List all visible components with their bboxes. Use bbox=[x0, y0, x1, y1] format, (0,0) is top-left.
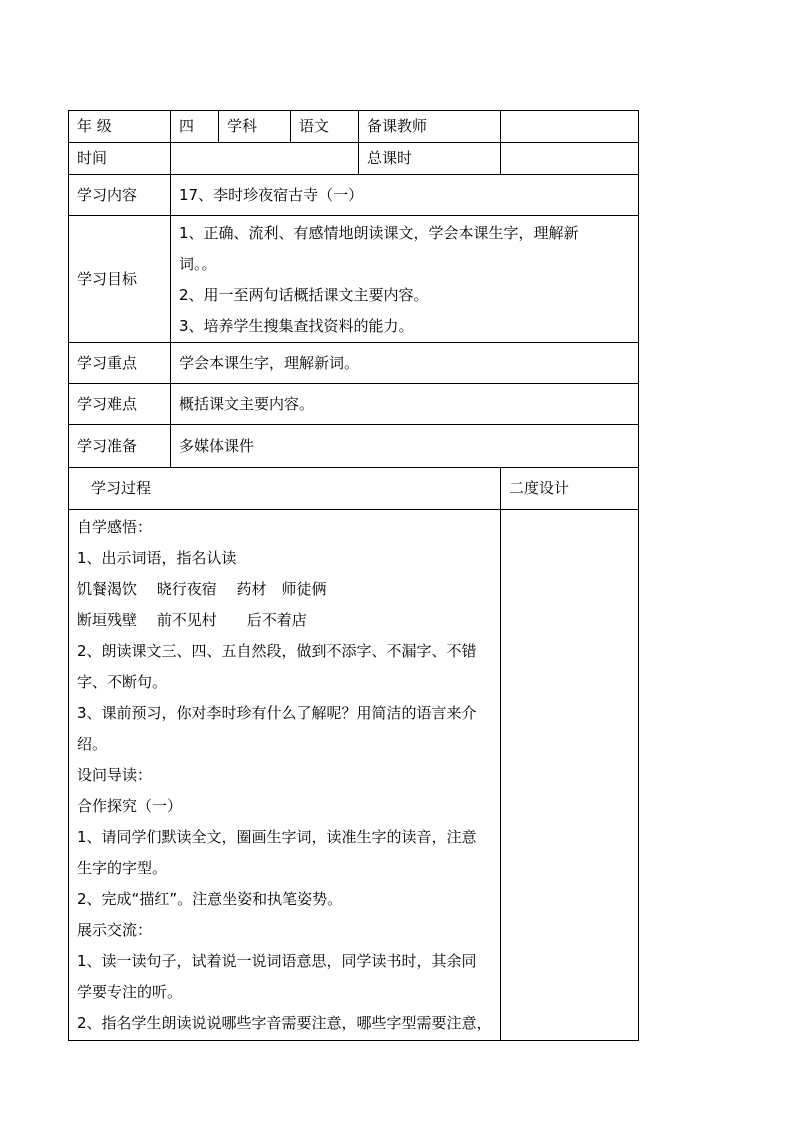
total-hours-value bbox=[501, 143, 639, 175]
process-line: 2、完成“描红”。注意坐姿和执笔姿势。 bbox=[77, 889, 343, 908]
focus-label: 学习重点 bbox=[69, 343, 171, 384]
preparation-label: 学习准备 bbox=[69, 425, 171, 468]
process-line: 1、请同学们默读全文，圈画生字词，读准生字的读音，注意 bbox=[77, 827, 477, 846]
content-label: 学习内容 bbox=[69, 175, 171, 216]
row-difficulty bbox=[69, 384, 639, 425]
process-line: 字、不断句。 bbox=[77, 672, 168, 691]
goal-line: 3、培养学生搜集查找资料的能力。 bbox=[179, 317, 414, 335]
process-line: 2、指名学生朗读说说哪些字音需要注意，哪些字型需要注意， bbox=[77, 1013, 492, 1032]
goal-line: 词。。 bbox=[179, 255, 217, 273]
row-preparation bbox=[69, 425, 639, 468]
subject-label: 学科 bbox=[219, 111, 291, 143]
process-line: 合作探究（一） bbox=[77, 796, 183, 815]
time-label: 时间 bbox=[69, 143, 171, 175]
difficulty-label: 学习难点 bbox=[69, 384, 171, 425]
focus-value: 学会本课生字，理解新词。 bbox=[171, 343, 639, 384]
process-line: 展示交流： bbox=[77, 920, 153, 939]
total-hours-label: 总课时 bbox=[359, 143, 501, 175]
row-grade bbox=[69, 111, 639, 143]
process-line: 生字的字型。 bbox=[77, 858, 168, 877]
process-header: 学习过程 bbox=[69, 468, 501, 510]
process-line: 自学感悟： bbox=[77, 517, 153, 536]
goal-line: 2、用一至两句话概括课文主要内容。 bbox=[179, 286, 429, 304]
teacher-label: 备课教师 bbox=[359, 111, 501, 143]
process-body bbox=[69, 510, 501, 1041]
goals-value bbox=[171, 216, 639, 343]
process-line: 3、课前预习，你对李时珍有什么了解呢？用简洁的语言来介 bbox=[77, 703, 477, 722]
row-time bbox=[69, 143, 639, 175]
process-line: 2、朗读课文三、四、五自然段，做到不添字、不漏字、不错 bbox=[77, 641, 477, 660]
time-value bbox=[171, 143, 359, 175]
process-line: 饥餐渴饮 晓行夜宿 药材 师徒俩 bbox=[77, 579, 327, 598]
lesson-plan-table bbox=[68, 110, 639, 1041]
process-line: 断垣残壁 前不见村 后不着店 bbox=[77, 610, 307, 629]
second-design-body bbox=[501, 510, 639, 1041]
process-line: 学要专注的听。 bbox=[77, 982, 183, 1001]
row-focus bbox=[69, 343, 639, 384]
grade-label: 年 级 bbox=[69, 111, 171, 143]
teacher-value bbox=[501, 111, 639, 143]
row-content bbox=[69, 175, 639, 216]
row-process-body bbox=[69, 510, 639, 1041]
goals-label: 学习目标 bbox=[69, 216, 171, 343]
goal-line: 1、正确、流利、有感情地朗读课文，学会本课生字，理解新 bbox=[179, 224, 579, 242]
process-line: 绍。 bbox=[77, 734, 108, 753]
process-line: 1、出示词语，指名认读 bbox=[77, 548, 237, 567]
preparation-value: 多媒体课件 bbox=[171, 425, 639, 468]
subject-value: 语文 bbox=[291, 111, 359, 143]
difficulty-value: 概括课文主要内容。 bbox=[171, 384, 639, 425]
process-line: 1、读一读句子，试着说一说词语意思，同学读书时，其余同 bbox=[77, 951, 477, 970]
content-value: 17、李时珍夜宿古寺（一） bbox=[171, 175, 639, 216]
row-process-header bbox=[69, 468, 639, 510]
process-line: 设问导读： bbox=[77, 765, 153, 784]
grade-value: 四 bbox=[171, 111, 219, 143]
row-goals bbox=[69, 216, 639, 343]
second-design-header: 二度设计 bbox=[501, 468, 639, 510]
